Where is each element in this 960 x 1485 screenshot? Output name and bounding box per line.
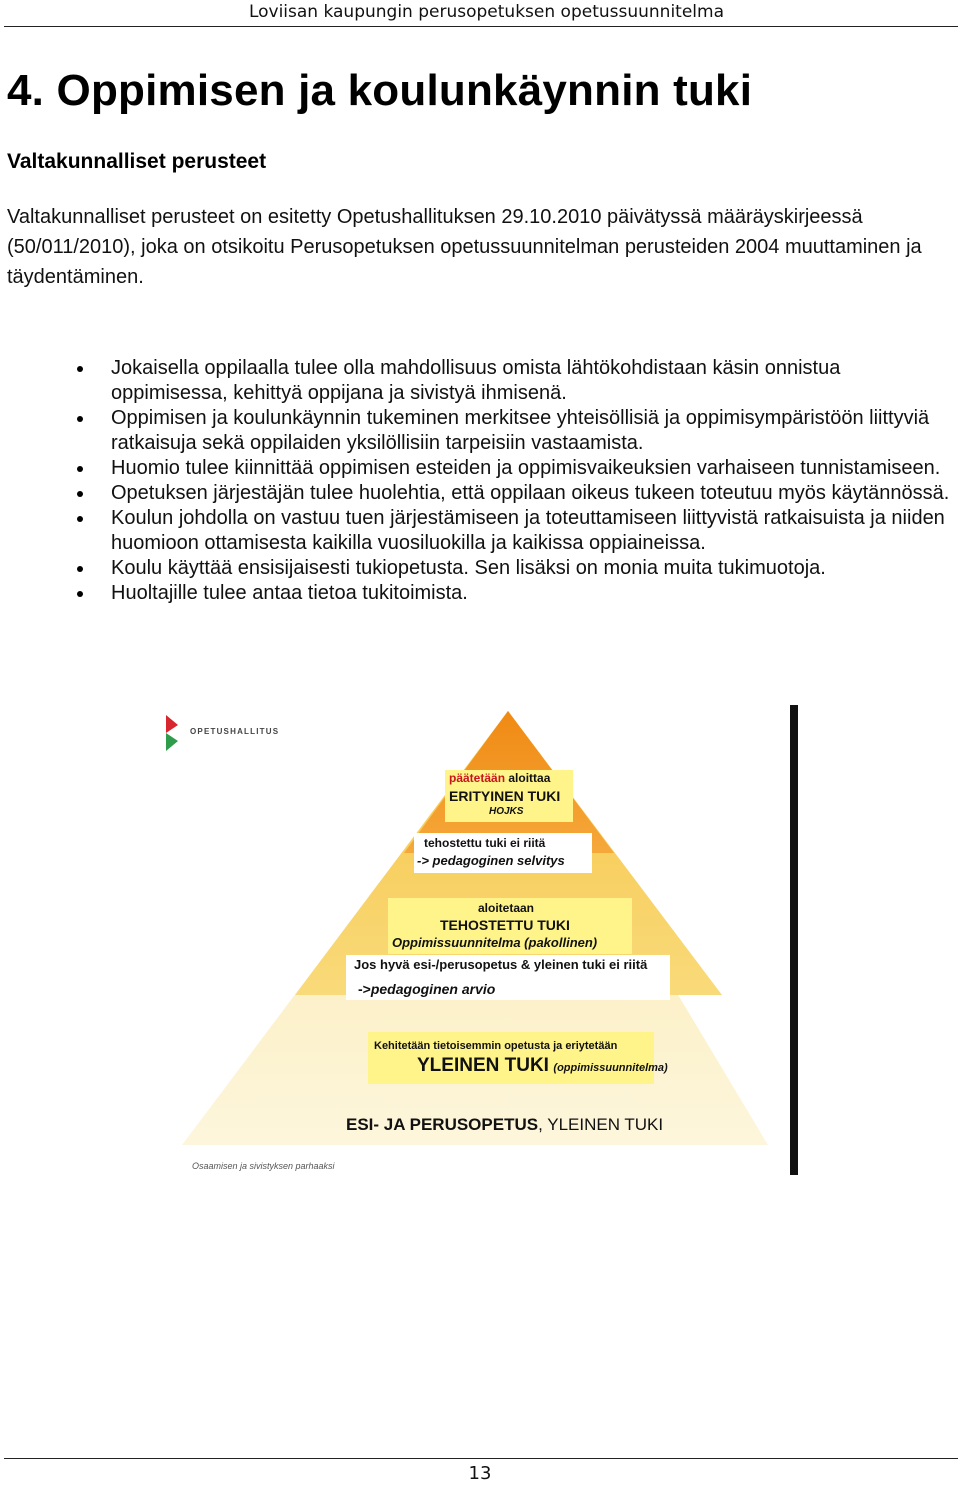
- top-tier-note2: -> pedagoginen selvitys: [417, 853, 565, 868]
- bottom-tier-title-row: [417, 1055, 668, 1077]
- bullet-list: [0, 356, 960, 606]
- middle-tier-title: TEHOSTETTU TUKI: [440, 917, 570, 933]
- section-subheading: Valtakunnalliset perusteet: [7, 150, 267, 173]
- middle-tier-start: aloitetaan: [478, 901, 535, 915]
- footer-rule: [4, 1458, 958, 1459]
- page-number: 13: [468, 1463, 492, 1484]
- middle-tier-note2: [358, 981, 495, 997]
- bullet-item: [0, 456, 960, 481]
- running-header-title: Loviisan kaupungin perusopetuksen opetussuunnitelma: [248, 2, 724, 22]
- bullet-item: [0, 506, 960, 556]
- bullet-icon: [77, 366, 83, 372]
- bullet-item: [0, 581, 960, 606]
- arrow-text: pedagoginen arvio: [370, 981, 496, 997]
- bullet-text: Huomio tulee kiinnittää oppimisen esteiden ja oppimisvaikeuksien varhaiseen tunnistamiseen.: [111, 457, 941, 479]
- intro-paragraph: Valtakunnalliset perusteet on esitetty Opetushallituksen 29.10.2010 päivätyssä määräyskirjeessä (50/011/2010), joka on otsikoitu Perusopetuksen opetussuunnitelman perusteiden 2004 muuttaminen ja täydentäminen.: [7, 206, 922, 288]
- middle-tier-note1: Jos hyvä esi-/perusopetus & yleinen tuki ei riitä: [354, 957, 648, 972]
- bottom-tier-sub: (oppimissuunnitelma): [553, 1062, 668, 1074]
- bullet-item: [0, 356, 960, 406]
- top-tier-title: ERITYINEN TUKI: [449, 788, 561, 804]
- logo-text: OPETUSHALLITUS: [190, 727, 280, 736]
- bullet-icon: [77, 591, 83, 597]
- decided-word: päätetään: [449, 771, 506, 785]
- slide-right-border: [790, 705, 798, 1175]
- bullet-icon: [77, 466, 83, 472]
- page-title: 4. Oppimisen ja koulunkäynnin tuki: [7, 66, 753, 115]
- decided-rest: aloittaa: [505, 771, 551, 785]
- slide-footer-note: Osaamisen ja sivistyksen parhaaksi: [192, 1161, 335, 1171]
- bullet-text: Huoltajille tulee antaa tietoa tukitoimista.: [111, 582, 468, 604]
- bottom-tier-title: YLEINEN TUKI: [417, 1055, 549, 1076]
- running-header: [0, 0, 960, 28]
- bullet-icon: [77, 491, 83, 497]
- bullet-text: Koulu käyttää ensisijaisesti tukiopetusta. Sen lisäksi on monia muita tukimuotoja.: [111, 557, 826, 579]
- base-rest: , YLEINEN TUKI: [538, 1115, 664, 1134]
- bullet-text: Koulun johdolla on vastuu tuen järjestämiseen ja toteuttamiseen liittyvistä ratkaisuista ja niiden huomioon ottamisesta kaikilla vuosiluokilla ja kaikissa oppiaineissa.: [111, 507, 945, 554]
- bullet-item: [0, 481, 960, 506]
- pyramid-base-label: [346, 1115, 663, 1135]
- bullet-item: [0, 556, 960, 581]
- top-tier-decided-line: [449, 771, 550, 785]
- bullet-icon: [77, 516, 83, 522]
- bullet-text: Jokaisella oppilaalla tulee olla mahdollisuus omista lähtökohdistaan käsin onnistua oppimisessa, kehittyä oppijana ja sivistyä ihmisenä.: [111, 357, 841, 404]
- bullet-item: [0, 406, 960, 456]
- header-rule: [4, 26, 958, 27]
- middle-tier-sub: Oppimissuunnitelma (pakollinen): [392, 935, 598, 950]
- bullet-text: Opetuksen järjestäjän tulee huolehtia, että oppilaan oikeus tukeen toteutuu myös käytännössä.: [111, 482, 950, 504]
- bullet-icon: [77, 566, 83, 572]
- support-pyramid-figure: [162, 705, 798, 1175]
- bottom-tier-line: Kehitetään tietoisemmin opetusta ja eriytetään: [374, 1040, 618, 1052]
- bullet-text: Oppimisen ja koulunkäynnin tukeminen merkitsee yhteisöllisiä ja oppimisympäristöön liittyviä ratkaisuja sekä oppilaiden yksilöllisiin tarpeisiin vastaamista.: [111, 407, 930, 454]
- arrow-label: ->: [358, 981, 371, 997]
- bullet-icon: [77, 416, 83, 422]
- top-tier-note1: tehostettu tuki ei riitä: [424, 836, 546, 850]
- top-tier-sub: HOJKS: [489, 806, 524, 817]
- base-bold: ESI- JA PERUSOPETUS: [346, 1115, 539, 1134]
